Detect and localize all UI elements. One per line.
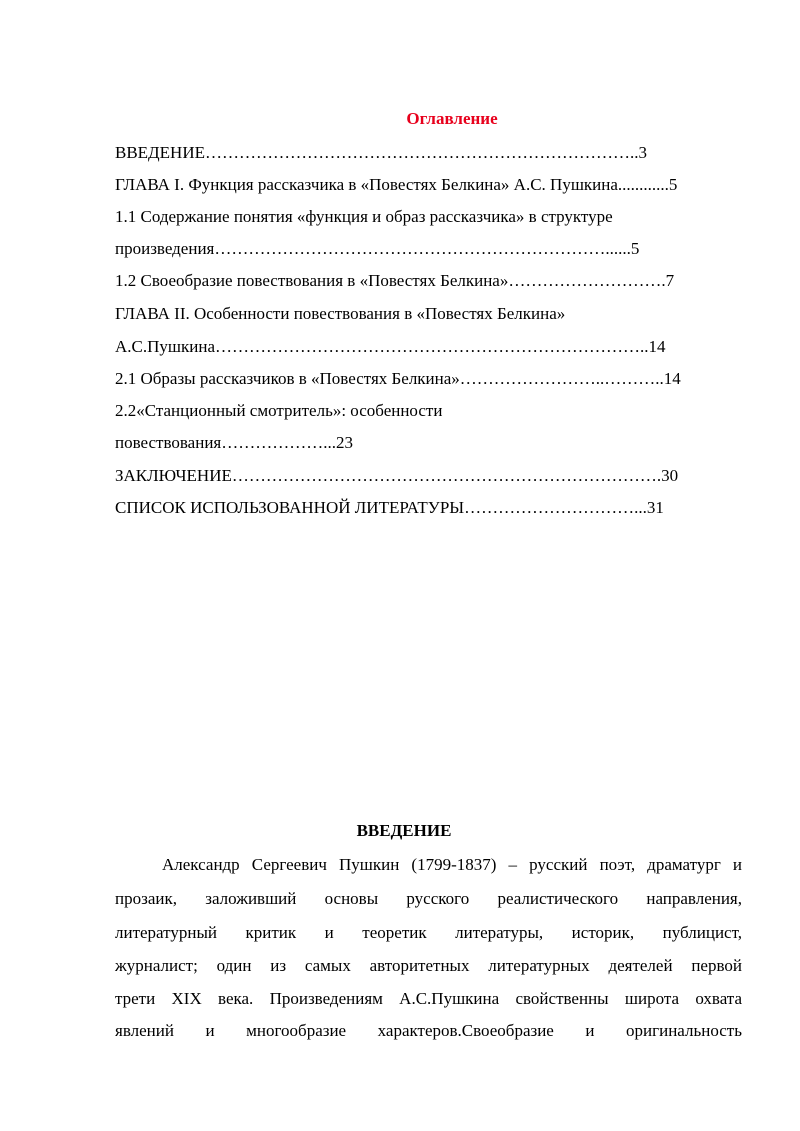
toc-entry-chapter-2-cont: А.С.Пушкина…………………………………………………………………..14 bbox=[115, 337, 666, 356]
toc-entry-introduction: ВВЕДЕНИЕ…………………………………………………………………..3 bbox=[115, 143, 647, 162]
toc-entry-conclusion: ЗАКЛЮЧЕНИЕ………………………………………………………………….30 bbox=[115, 466, 679, 485]
introduction-line: журналист; один из самых авторитетных литературных деятелей первой bbox=[115, 956, 742, 975]
toc-entry-section-1-2: 1.2 Своеобразие повествования в «Повестях Белкина»……………………….7 bbox=[115, 271, 675, 290]
introduction-title: ВВЕДЕНИЕ bbox=[356, 821, 452, 840]
introduction-line: прозаик, заложивший основы русского реалистического направления, bbox=[115, 889, 742, 908]
toc-entry-section-2-2-cont: повествования………………...23 bbox=[115, 433, 353, 452]
toc-entry-section-2-2: 2.2«Станционный смотритель»: особенности bbox=[115, 401, 443, 420]
introduction-line: литературный критик и теоретик литературы, историк, публицист, bbox=[115, 923, 742, 942]
toc-title: Оглавление bbox=[406, 109, 498, 128]
toc-entry-section-1-1: 1.1 Содержание понятия «функция и образ рассказчика» в структуре bbox=[115, 207, 613, 226]
toc-entry-bibliography: СПИСОК ИСПОЛЬЗОВАННОЙ ЛИТЕРАТУРЫ…………………………...31 bbox=[115, 498, 664, 517]
introduction-line: Александр Сергеевич Пушкин (1799-1837) – русский поэт, драматург и bbox=[162, 855, 742, 874]
toc-entry-section-2-1: 2.1 Образы рассказчиков в «Повестях Белкина»……………………..………..14 bbox=[115, 369, 681, 388]
toc-entry-section-1-1-cont: произведения……………………………………………………………......5 bbox=[115, 239, 640, 258]
toc-entry-chapter-2: ГЛАВА II. Особенности повествования в «Повестях Белкина» bbox=[115, 304, 566, 323]
toc-entry-chapter-1: ГЛАВА I. Функция рассказчика в «Повестях Белкина» А.С. Пушкина............5 bbox=[115, 175, 678, 194]
introduction-line: трети XIX века. Произведениям А.С.Пушкина свойственны широта охвата bbox=[115, 989, 742, 1008]
introduction-line: явлений и многообразие характеров.Своеобразие и оригинальность bbox=[115, 1021, 742, 1040]
